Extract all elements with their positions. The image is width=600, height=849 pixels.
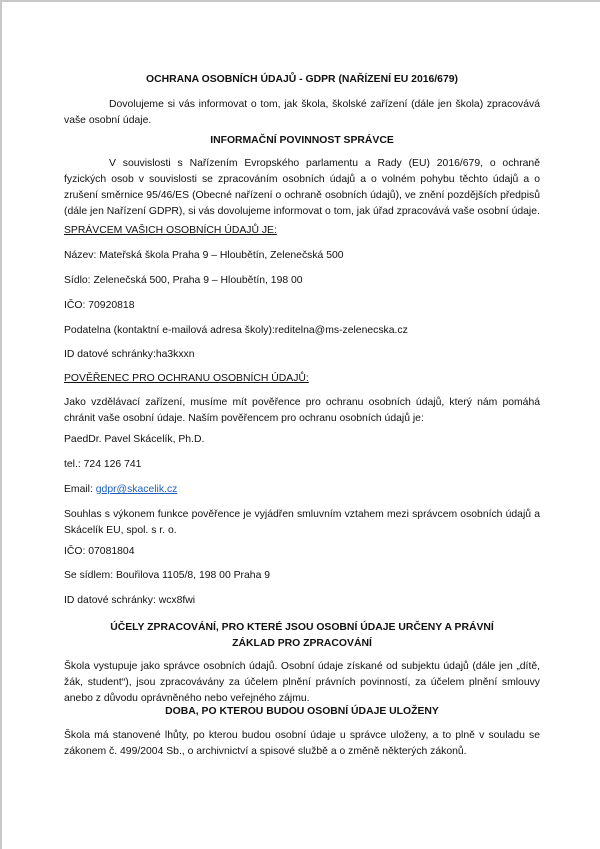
dpo-email-line <box>64 482 540 498</box>
dpo-intro: Jako vzdělávací zařízení, musíme mít pověřence pro ochranu osobních údajů, který nám pomáhá chránit vaše osobní údaje. Naším pověřencem pro ochranu osobních údajů je: <box>64 397 540 424</box>
controller-databox: ID datové schránky:ha3kxxn <box>64 349 195 360</box>
purposes-paragraph: Škola vystupuje jako správce osobních údajů. Osobní údaje získané od subjektu údajů (dále jen „dítě, žák, student“), jsou zpracovávány za účelem plnění právních povinností, za účelem plnění smlouvy anebo z důvodu oprávněného nebo veřejného zájmu. <box>64 661 540 704</box>
controller-seat: Sídlo: Zelenečská 500, Praha 9 – Hloubětín, 198 00 <box>64 275 303 286</box>
dpo-phone: tel.: 724 126 741 <box>64 459 142 470</box>
dpo-databox: ID datové schránky: wcx8fwi <box>64 595 196 606</box>
intro-paragraph: Dovolujeme si vás informovat o tom, jak škola, školské zařízení (dále jen škola) zpracovává vaše osobní údaje. <box>64 99 540 126</box>
retention-paragraph: Škola má stanovené lhůty, po kterou budou osobní údaje u správce uloženy, a to plně v souladu se zákonem č. 499/2004 Sb., o archivnictví a spisové službě a o změně některých zákonů. <box>64 730 540 757</box>
controller-ico: IČO: 70920818 <box>64 300 135 311</box>
dpo-consent: Souhlas s výkonem funkce pověřence je vyjádřen smluvním vztahem mezi správcem osobních údajů a Skácelík EU, spol. s r. o. <box>64 509 540 536</box>
dpo-email-label: Email: <box>64 484 96 495</box>
purposes-heading: ÚČELY ZPRACOVÁNÍ, PRO KTERÉ JSOU OSOBNÍ ÚDAJE URČENY A PRÁVNÍ ZÁKLAD PRO ZPRACOVÁNÍ <box>110 622 494 649</box>
section-heading-information-duty: INFORMAČNÍ POVINNOST SPRÁVCE <box>210 135 394 146</box>
controller-name: Název: Mateřská škola Praha 9 – Hloubětín, Zelenečská 500 <box>64 250 344 261</box>
controller-email: Podatelna (kontaktní e-mailová adresa školy):reditelna@ms-zelenecska.cz <box>64 325 408 336</box>
dpo-ico: IČO: 07081804 <box>64 546 135 557</box>
dpo-email-link[interactable]: gdpr@skacelik.cz <box>95 484 178 495</box>
document-title: OCHRANA OSOBNÍCH ÚDAJŮ - GDPR (NAŘÍZENÍ EU 2016/679) <box>146 74 458 85</box>
information-duty-paragraph: V souvislosti s Nařízením Evropského parlamentu a Rady (EU) 2016/679, o ochraně fyzických osob v souvislosti se zpracováním osobních údajů a o volném pohybu těchto údajů a o zrušení směrnice 95/46/ES (Obecné nařízení o ochraně osobních údajů), ve znění pozdějších předpisů (dále jen Nařízení GDPR), si vás dovolujeme informovat o tom, jak úřad zpracovává vaše osobní údaje. <box>64 158 540 217</box>
dpo-name: PaedDr. Pavel Skácelík, Ph.D. <box>64 434 205 445</box>
dpo-heading: POVĚŘENEC PRO OCHRANU OSOBNÍCH ÚDAJŮ: <box>64 373 309 384</box>
dpo-seat: Se sídlem: Bouřilova 1105/8, 198 00 Praha 9 <box>64 570 271 581</box>
retention-heading: DOBA, PO KTEROU BUDOU OSOBNÍ ÚDAJE ULOŽENY <box>165 706 439 717</box>
controller-heading: SPRÁVCEM VAŠICH OSOBNÍCH ÚDAJŮ JE: <box>64 225 277 236</box>
